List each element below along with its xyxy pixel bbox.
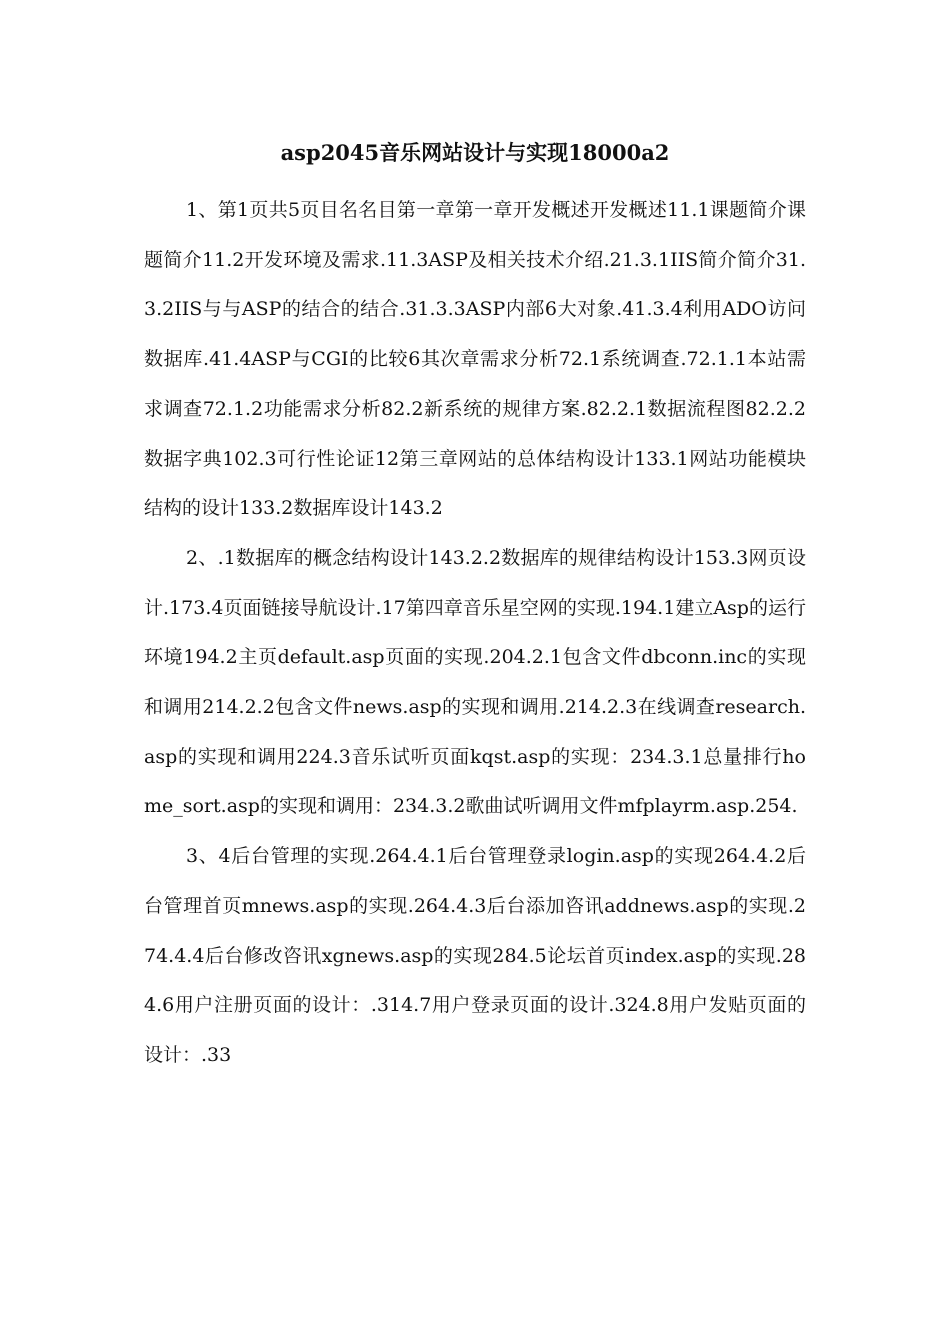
paragraph-2: 2、.1数据库的概念结构设计143.2.2数据库的规律结构设计153.3网页设计.173.4页面链接导航设计.17第四章音乐星空网的实现.194.1建立Asp的运行环境194.2主页default.asp页面的实现.204.2.1包含文件dbconn.inc的实现和调用214.2.2包含文件news.asp的实现和调用.214.2.3在线调查research.asp的实现和调用224.3音乐试听页面kqst.asp的实现：234.3.1总量排行home_sort.asp的实现和调用：234.3.2歌曲试听调用文件mfplayrm.asp.254.: [144, 546, 806, 818]
document-body: [144, 186, 806, 1081]
paragraph-3: 3、4后台管理的实现.264.4.1后台管理登录login.asp的实现264.4.2后台管理首页mnews.asp的实现.264.4.3后台添加咨讯addnews.asp的实现.274.4.4后台修改咨讯xgnews.asp的实现284.5论坛首页index.asp的实现.284.6用户注册页面的设计：.314.7用户登录页面的设计.324.8用户发贴页面的设计：.33: [144, 845, 806, 1066]
paragraph-1: 1、第1页共5页目名名目第一章第一章开发概述开发概述11.1课题简介课题简介11.2开发环境及需求.11.3ASP及相关技术介绍.21.3.1IIS简介简介31.3.2IIS与与ASP的结合的结合.31.3.3ASP内部6大对象.41.3.4利用ADO访问数据库.41.4ASP与CGI的比较6其次章需求分析72.1系统调查.72.1.1本站需求调查72.1.2功能需求分析82.2新系统的规律方案.82.2.1数据流程图82.2.2数据字典102.3可行性论证12第三章网站的总体结构设计133.1网站功能模块结构的设计133.2数据库设计143.2: [144, 199, 806, 520]
document-title: asp2045音乐网站设计与实现18000a2: [280, 140, 670, 165]
